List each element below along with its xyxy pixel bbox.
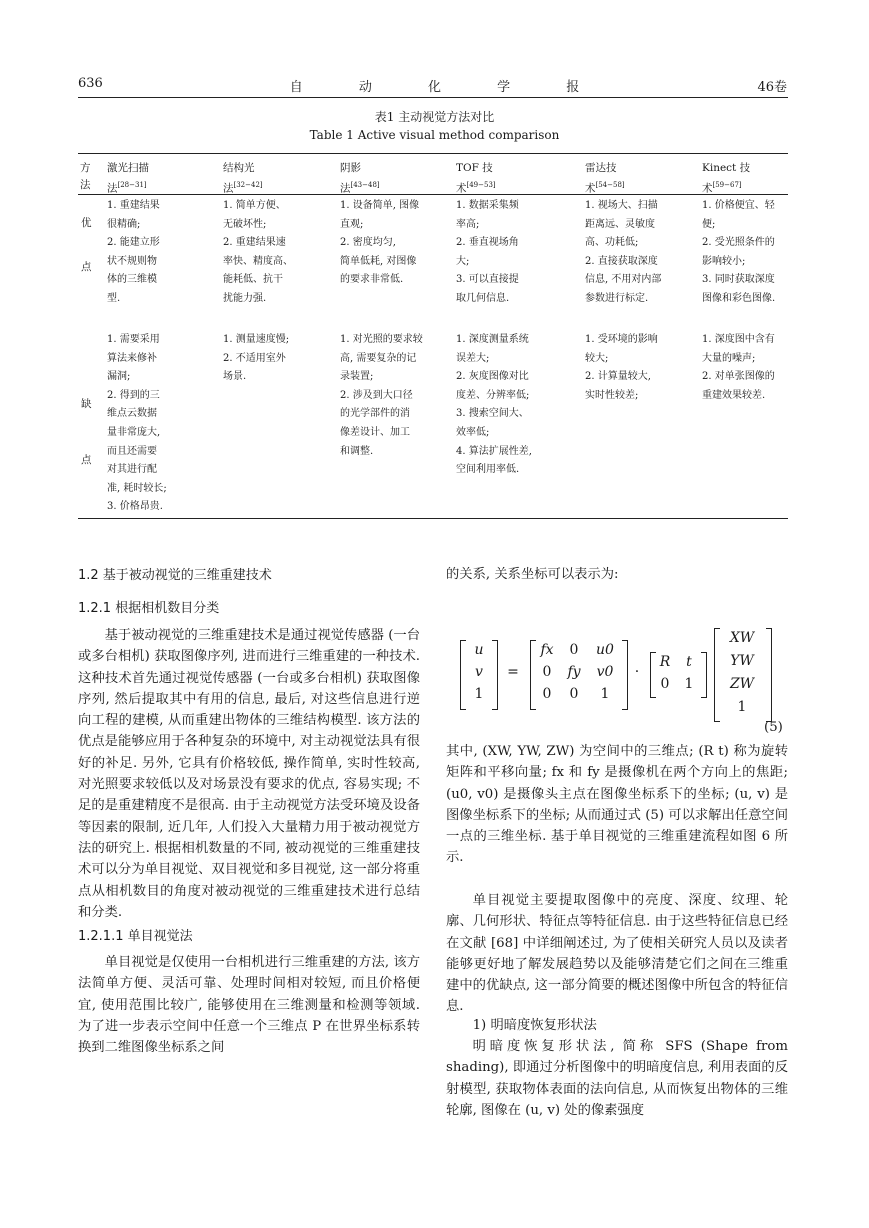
paragraph-equation-explanation: 其中, (XW, YW, ZW) 为空间中的三维点; (R t) 称为旋转矩阵和平移向量; fx 和 fy 是摄像机在两个方向上的焦距; (u0, v0) 是摄像头主点在图像坐标系下的坐标; (u, v) 是图像坐标系下的坐标; 从而通过式 (5) 可以求解出任意空间一点的三维坐标. 基于单目视觉的三维重建流程如图 6 所示. (446, 744, 788, 866)
col-structured-light: 结构光 法[32−42] (223, 162, 263, 195)
row-label-advantages: 优 点 (81, 217, 92, 273)
dis-shadow: 1. 对光照的要求较 高, 需要复杂的记 录装置; 2. 涉及到大口径 的光学部件的消 像差设计、加工 和调整. (340, 334, 423, 457)
table-caption-cn: 表1 主动视觉方法对比 (374, 110, 495, 124)
dis-tof: 1. 深度测量系统 误差大; 2. 灰度图像对比 度差、分辨率低; 3. 搜索空间大、 效率低; 4. 算法扩展性差, 空间利用率低. (456, 334, 532, 476)
paragraph-passive-vision: 基于被动视觉的三维重建技术是通过视觉传感器 (一台或多台相机) 获取图像序列, 进而进行三维重建的一种技术. 这种技术首先通过视觉传感器 (一台或多台相机) 获取图像序列, 然后提取其中有用的信息, 最后, 对这些信息进行逆向工程的建模, 从而重建出物体的三维结构模型. 该方法的优点是能够应用于各种复杂的环境中, 对主动视觉法具有很好的补足. 另外, 它具有价格较低, 操作简单, 实时性较高, 对光照要求较低以及对场景没有要求的优点, 容易实现; 不足的是重建精度不是很高. 由于主动视觉方法受环境及设备等因素的限制, 近几年, 人们投入大量精力用于被动视觉方法的研究上. 根据相机数量的不同, 被动视觉的三维重建技术可以分为单目视觉、双目视觉和多目视觉, 这一部分将重点从相机数目的角度对被动视觉的三维重建技术进行总结和分类. (78, 628, 420, 920)
dis-radar: 1. 受环境的影响 较大; 2. 计算量较大, 实时性较差; (585, 334, 658, 401)
volume-label: 46卷 (757, 80, 787, 95)
table-header-rule (78, 194, 788, 195)
adv-tof: 1. 数据采集频 率高; 2. 垂直视场角 大; 3. 可以直接提 取几何信息. (456, 200, 519, 304)
equation-number: (5) (764, 720, 783, 735)
col-shadow: 阴影 法[43−48] (340, 162, 380, 195)
col-tof: TOF 技 术[49−53] (456, 162, 496, 195)
table-corner: 方 法 (80, 162, 91, 191)
dis-kinect: 1. 深度图中含有 大量的噪声; 2. 对单张图像的 重建效果较差. (702, 334, 775, 401)
paragraph-feature-info: 单目视觉主要提取图像中的亮度、深度、纹理、轮廓、几何形状、特征点等特征信息. 由于这些特征信息已经在文献 [68] 中详细阐述过, 为了使相关研究人员以及读者能够更好地了解发展趋势以及能够清楚它们之间在三维重建中的优缺点, 这一部分简要的概述图像中所包含的特征信息. (446, 893, 788, 1015)
journal-title: 自 动 化 学 报 (289, 80, 606, 95)
section-heading-1-2-1: 1.2.1 根据相机数目分类 (78, 601, 220, 616)
adv-laser: 1. 重建结果 很精确; 2. 能建立形 状不规则物 体的三维模 型. (107, 200, 160, 304)
col-kinect: Kinect 技 术[59−67] (702, 162, 751, 195)
paragraph-relation-intro: 的关系, 关系坐标可以表示为: (446, 567, 619, 582)
table-caption-en: Table 1 Active visual method comparison (309, 128, 560, 142)
paragraph-monocular: 单目视觉是仅使用一台相机进行三维重建的方法, 该方法简单方便、灵活可靠、处理时间相对较短, 而且价格便宜, 使用范围比较广, 能够使用在三维测量和检测等领域. 为了进一步表示空间中任意一个三维点 P 在世界坐标系转换到二维图像坐标系之间 (78, 955, 420, 1056)
dis-structured-light: 1. 测量速度慢; 2. 不适用室外 场景. (223, 334, 290, 383)
table-top-rule (78, 153, 788, 154)
section-heading-1-2: 1.2 基于被动视觉的三维重建技术 (78, 568, 272, 583)
col-radar: 雷达技 术[54−58] (585, 162, 625, 195)
adv-structured-light: 1. 简单方便、 无破坏性; 2. 重建结果速 率快、精度高、 能耗低、抗干 扰能力强. (223, 200, 293, 304)
adv-kinect: 1. 价格便宜、轻 便; 2. 受光照条件的 影响较小; 3. 同时获取深度 图像和彩色图像. (702, 200, 776, 304)
table-bottom-rule (78, 518, 788, 519)
page-number: 636 (78, 76, 103, 91)
section-heading-1-2-1-1: 1.2.1.1 单目视觉法 (78, 929, 193, 944)
col-laser: 激光扫描 法[28−31] (107, 162, 149, 195)
adv-radar: 1. 视场大、扫描 距离远、灵敏度 高、功耗低; 2. 直接获取深度 信息, 不用对内部 参数进行标定. (585, 200, 662, 304)
row-label-disadvantages: 缺 点 (81, 398, 92, 466)
paragraph-sfs: 明暗度恢复形状法, 简称 SFS (Shape from shading), 即通过分析图像中的明暗度信息, 利用表面的反射模型, 获取物体表面的法向信息, 从而恢复出物体的三维轮廓, 图像在 (u, v) 处的像素强度 (446, 1039, 788, 1118)
header-rule (78, 97, 788, 98)
equation-5: u v 1 = fx 0 u0 0 fy v0 0 0 1 · R t 0 1 XW YW ZW 1 (446, 620, 788, 730)
dis-laser: 1. 需要采用 算法来修补 漏洞; 2. 得到的三 维点云数据 量非常庞大, 而且还需要 对其进行配 准, 耗时较长; 3. 价格昂贵. (107, 334, 167, 513)
adv-shadow: 1. 设备简单, 图像 直观; 2. 密度均匀, 简单低耗, 对图像 的要求非常低. (340, 200, 420, 286)
subheading-sfs: 1) 明暗度恢复形状法 (472, 1018, 597, 1033)
